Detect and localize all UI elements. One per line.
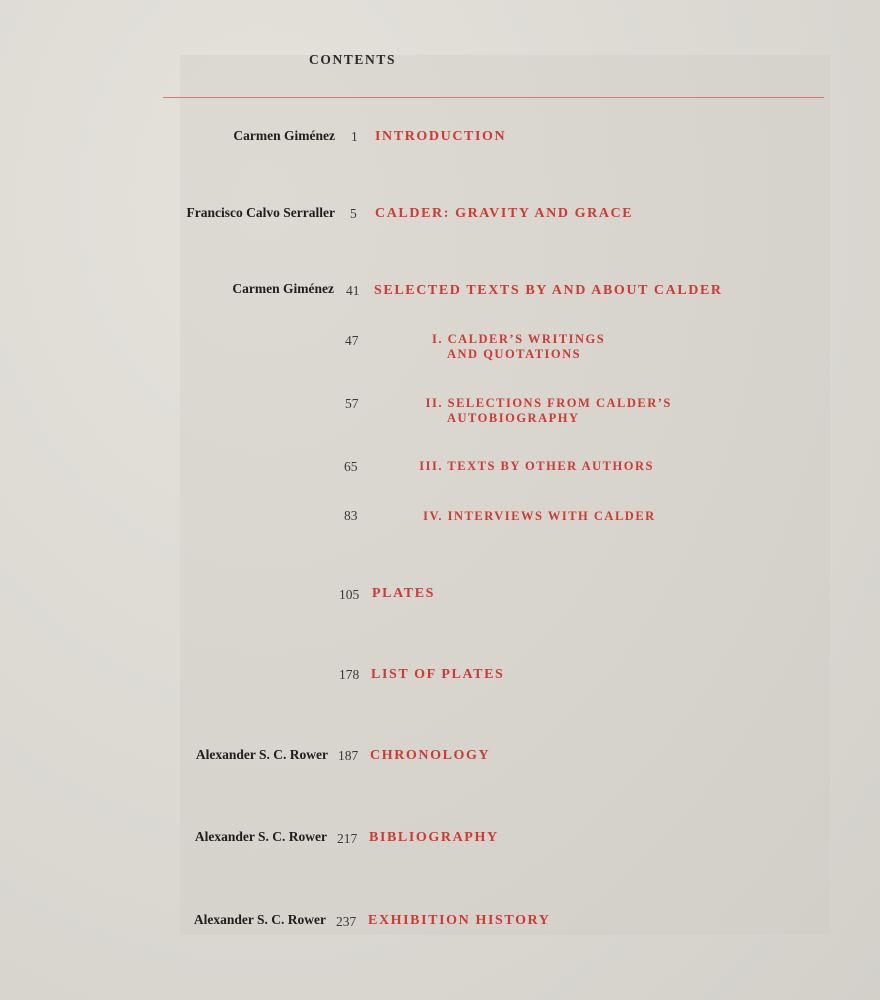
entry-page-number: 217: [337, 831, 358, 846]
subentry-numeral: I.: [432, 332, 443, 346]
entry-page-number: 178: [339, 667, 360, 682]
entry-author: Francisco Calvo Serraller: [186, 205, 335, 220]
subentry-title: [413, 396, 672, 425]
subentry-line2: AND QUOTATIONS: [447, 346, 582, 361]
entry-author: Alexander S. C. Rower: [193, 912, 326, 927]
subentry-numeral: III.: [419, 459, 443, 473]
heading-rule: [163, 97, 824, 98]
subentry-line1: INTERVIEWS WITH CALDER: [447, 509, 656, 523]
subentry-page-number: 83: [344, 508, 358, 523]
entry-page-number: 237: [336, 914, 357, 929]
subentry-line1: TEXTS BY OTHER AUTHORS: [447, 459, 654, 473]
entry-title: INTRODUCTION: [375, 129, 507, 144]
subentry-title: [413, 509, 656, 524]
contents-heading: CONTENTS: [309, 52, 397, 67]
subentry-line1: CALDER’S WRITINGS: [447, 332, 606, 346]
subentry-page-number: 65: [344, 459, 358, 474]
entry-title: CALDER: GRAVITY AND GRACE: [375, 206, 634, 221]
entry-page-number: 5: [350, 206, 357, 221]
entry-author: Alexander S. C. Rower: [194, 829, 327, 844]
entry-author: Carmen Giménez: [232, 281, 334, 296]
subentry-numeral: II.: [425, 396, 443, 410]
entry-title: PLATES: [372, 586, 436, 601]
entry-page-number: 105: [339, 587, 360, 602]
entry-title: CHRONOLOGY: [370, 748, 491, 763]
subentry-page-number: 57: [345, 396, 359, 411]
show-through-shadow: [180, 55, 830, 935]
entry-author: Alexander S. C. Rower: [195, 747, 328, 762]
entry-title: EXHIBITION HISTORY: [368, 913, 551, 928]
entry-title: LIST OF PLATES: [371, 667, 505, 682]
entry-author: Carmen Giménez: [233, 128, 335, 143]
entry-page-number: 1: [351, 129, 358, 144]
entry-title: SELECTED TEXTS BY AND ABOUT CALDER: [374, 283, 723, 298]
subentry-title: [413, 332, 605, 361]
subentry-line1: SELECTIONS FROM CALDER’S: [447, 396, 672, 410]
subentry-title: [413, 459, 654, 474]
entry-page-number: 187: [338, 748, 359, 763]
subentry-line2: AUTOBIOGRAPHY: [447, 410, 580, 425]
subentry-numeral: IV.: [423, 509, 443, 523]
entry-title: BIBLIOGRAPHY: [369, 830, 499, 845]
subentry-page-number: 47: [345, 333, 359, 348]
entry-page-number: 41: [346, 283, 360, 298]
